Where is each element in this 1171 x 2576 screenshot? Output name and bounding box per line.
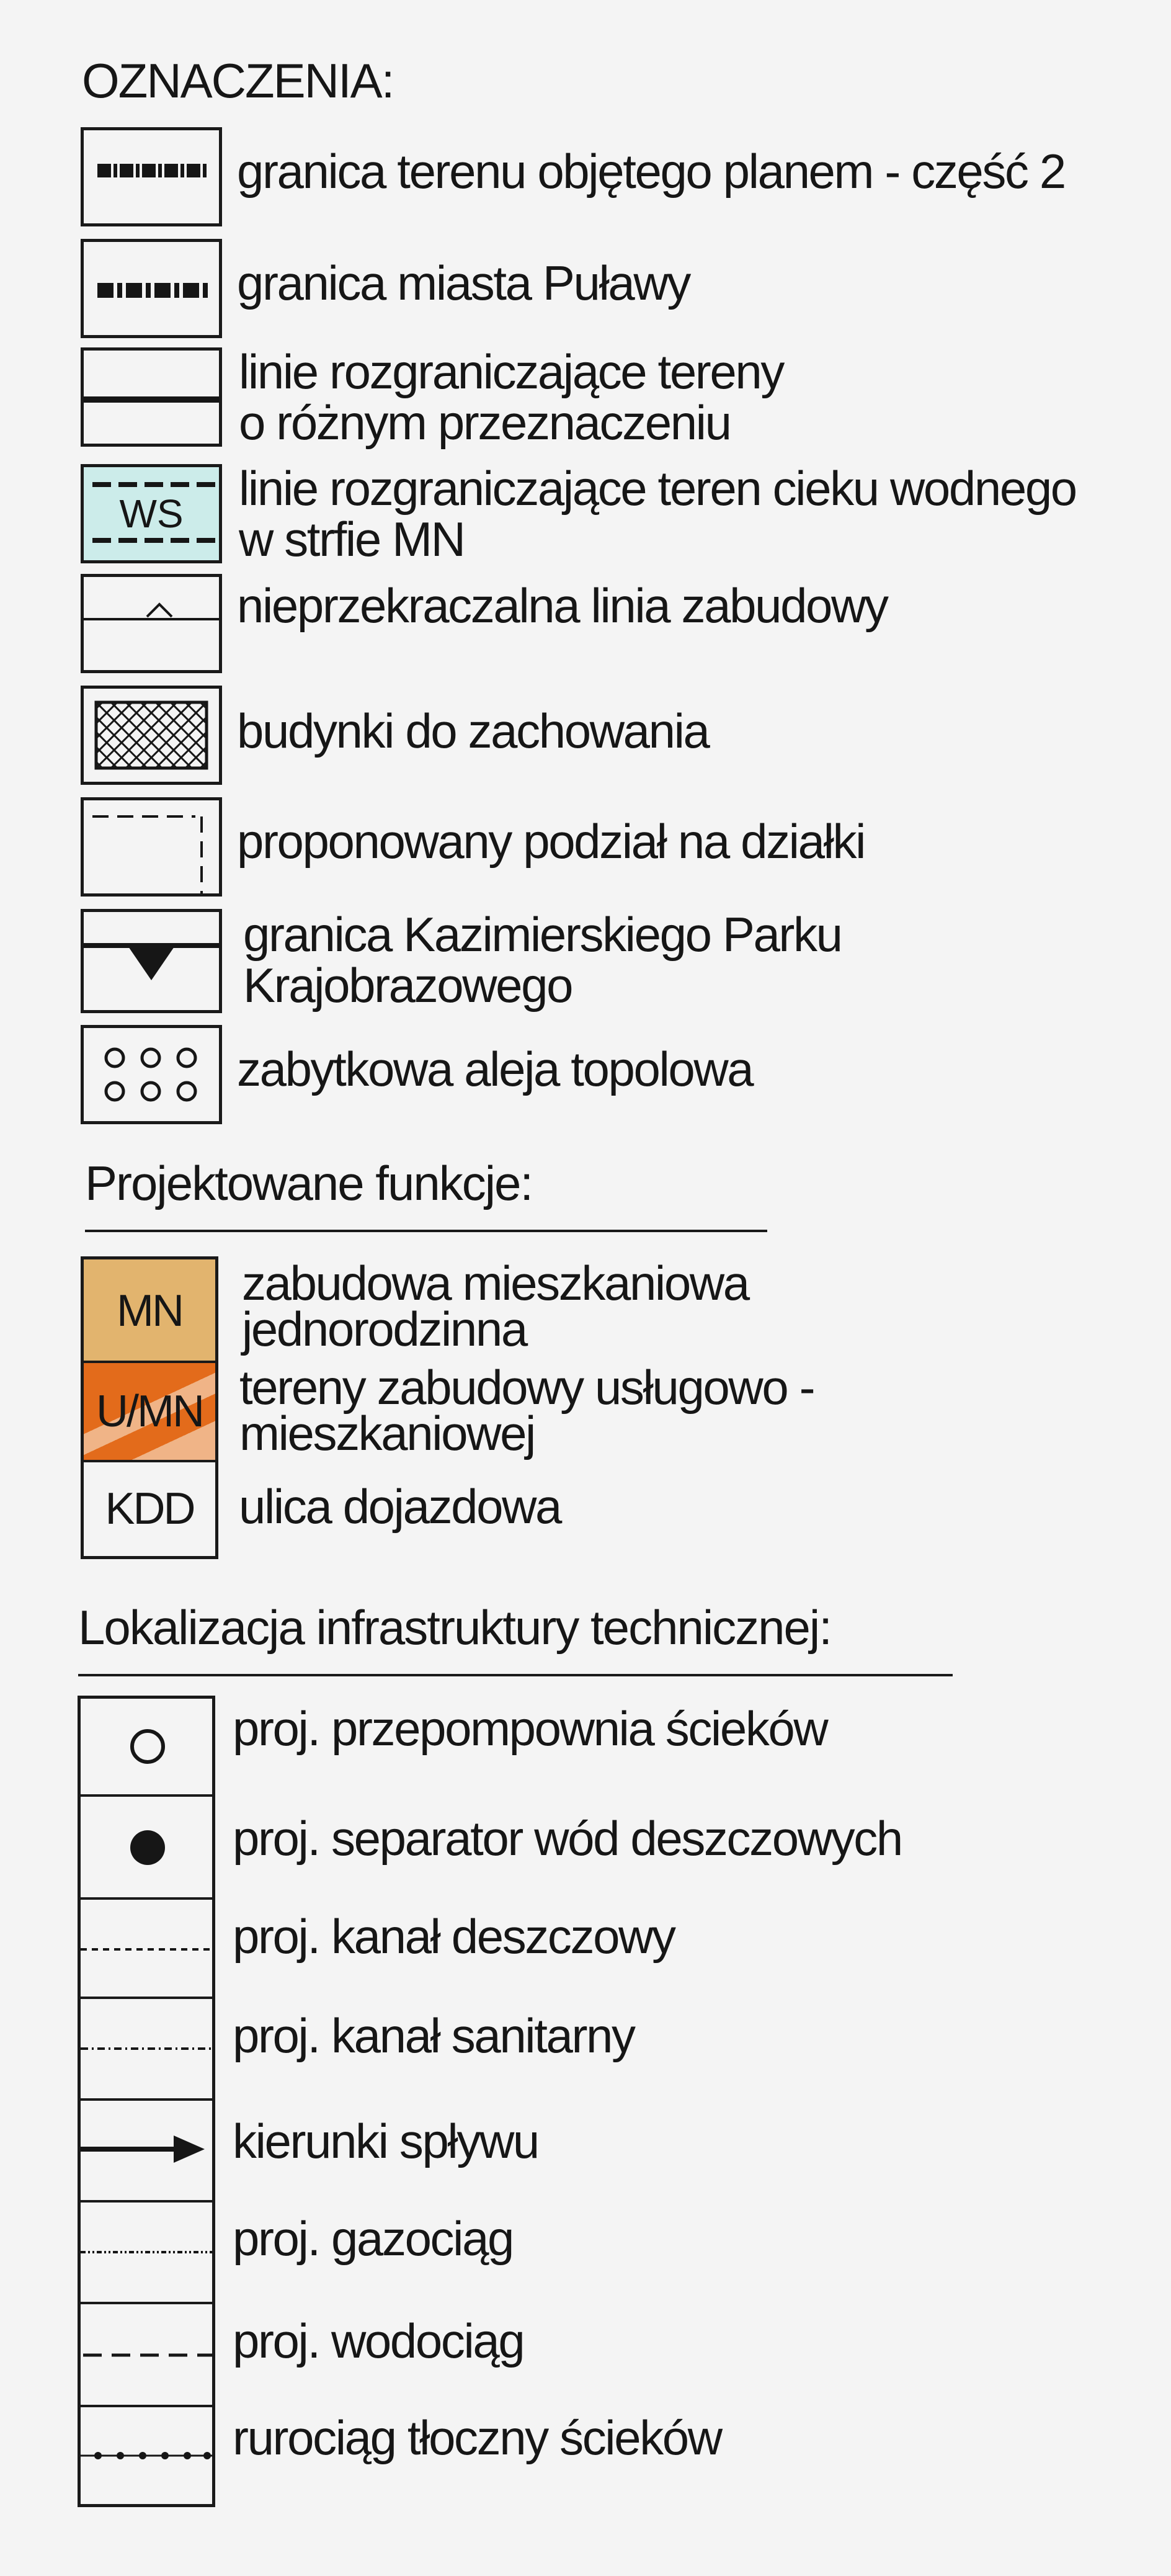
umn-swatch bbox=[81, 1362, 218, 1461]
swatch-divider bbox=[81, 1361, 218, 1363]
poplar-alley-icon bbox=[81, 1025, 222, 1124]
dot-line-icon bbox=[81, 2407, 212, 2504]
legend-label: zabytkowa aleja topolowa bbox=[237, 1042, 753, 1096]
legend-label: Krajobrazowego bbox=[243, 958, 572, 1013]
dash-dot-boundary-icon bbox=[81, 127, 222, 226]
section-title-oznaczenia: OZNACZENIA: bbox=[82, 53, 394, 108]
infrastructure-label: proj. przepompownia ścieków bbox=[233, 1701, 827, 1756]
dash-dot-dot-icon bbox=[81, 2203, 212, 2302]
function-label: tereny zabudowy usługowo - bbox=[239, 1360, 814, 1415]
function-label: zabudowa mieszkaniowa bbox=[242, 1256, 749, 1310]
legend-label: linie rozgraniczające teren cieku wodnego bbox=[239, 461, 1076, 516]
watercourse-icon bbox=[81, 464, 222, 563]
city-boundary-icon bbox=[81, 239, 222, 338]
section-title-funkcje: Projektowane funkcje: bbox=[85, 1156, 533, 1210]
section-underline bbox=[78, 1674, 953, 1676]
legend-label: proponowany podział na działki bbox=[237, 814, 865, 869]
hatched-building-icon bbox=[81, 686, 222, 785]
watercourse-code: WS bbox=[119, 491, 184, 536]
solid-line-icon bbox=[81, 347, 222, 447]
infrastructure-label: rurociąg tłoczny ścieków bbox=[233, 2410, 721, 2465]
function-code: U/MN bbox=[96, 1387, 203, 1436]
function-label: mieszkaniowej bbox=[239, 1406, 535, 1460]
infrastructure-label: proj. gazociąg bbox=[233, 2211, 514, 2266]
section-title-infrastruktura: Lokalizacja infrastruktury technicznej: bbox=[78, 1600, 831, 1655]
infrastructure-label: proj. kanał deszczowy bbox=[233, 1909, 675, 1964]
function-code: MN bbox=[117, 1286, 182, 1336]
dash-dot-fine-icon bbox=[81, 1999, 212, 2098]
legend-label: linie rozgraniczające tereny bbox=[239, 344, 783, 399]
mn-swatch bbox=[81, 1256, 218, 1362]
filled-circle-icon bbox=[81, 1797, 212, 1897]
infrastructure-label: proj. wodociąg bbox=[233, 2314, 524, 2368]
swatch-divider bbox=[81, 1460, 218, 1462]
building-line-icon bbox=[81, 574, 222, 673]
plot-division-icon bbox=[81, 797, 222, 897]
kdd-swatch bbox=[81, 1461, 218, 1559]
legend-label: w strfie MN bbox=[239, 512, 465, 566]
function-label: ulica dojazdowa bbox=[239, 1479, 561, 1534]
long-dash-icon bbox=[81, 2304, 212, 2405]
legend-label: granica miasta Puławy bbox=[237, 256, 690, 310]
function-code: KDD bbox=[105, 1483, 194, 1534]
section-underline bbox=[85, 1230, 767, 1232]
function-label: jednorodzinna bbox=[242, 1302, 527, 1356]
legend-label: nieprzekraczalna linia zabudowy bbox=[237, 578, 888, 633]
legend-label: o różnym przeznaczeniu bbox=[239, 395, 731, 450]
legend-label: budynki do zachowania bbox=[237, 704, 709, 758]
park-boundary-icon bbox=[81, 909, 222, 1013]
legend-label: granica terenu objętego planem - część 2 bbox=[237, 144, 1065, 199]
infrastructure-label: proj. kanał sanitarny bbox=[233, 2008, 634, 2063]
legend-label: granica Kazimierskiego Parku bbox=[243, 907, 842, 962]
infrastructure-label: proj. separator wód deszczowych bbox=[233, 1811, 902, 1866]
arrow-icon bbox=[81, 2101, 212, 2200]
open-circle-icon bbox=[81, 1699, 212, 1794]
infrastructure-label: kierunki spływu bbox=[233, 2114, 538, 2168]
fine-dash-icon bbox=[81, 1900, 212, 1997]
